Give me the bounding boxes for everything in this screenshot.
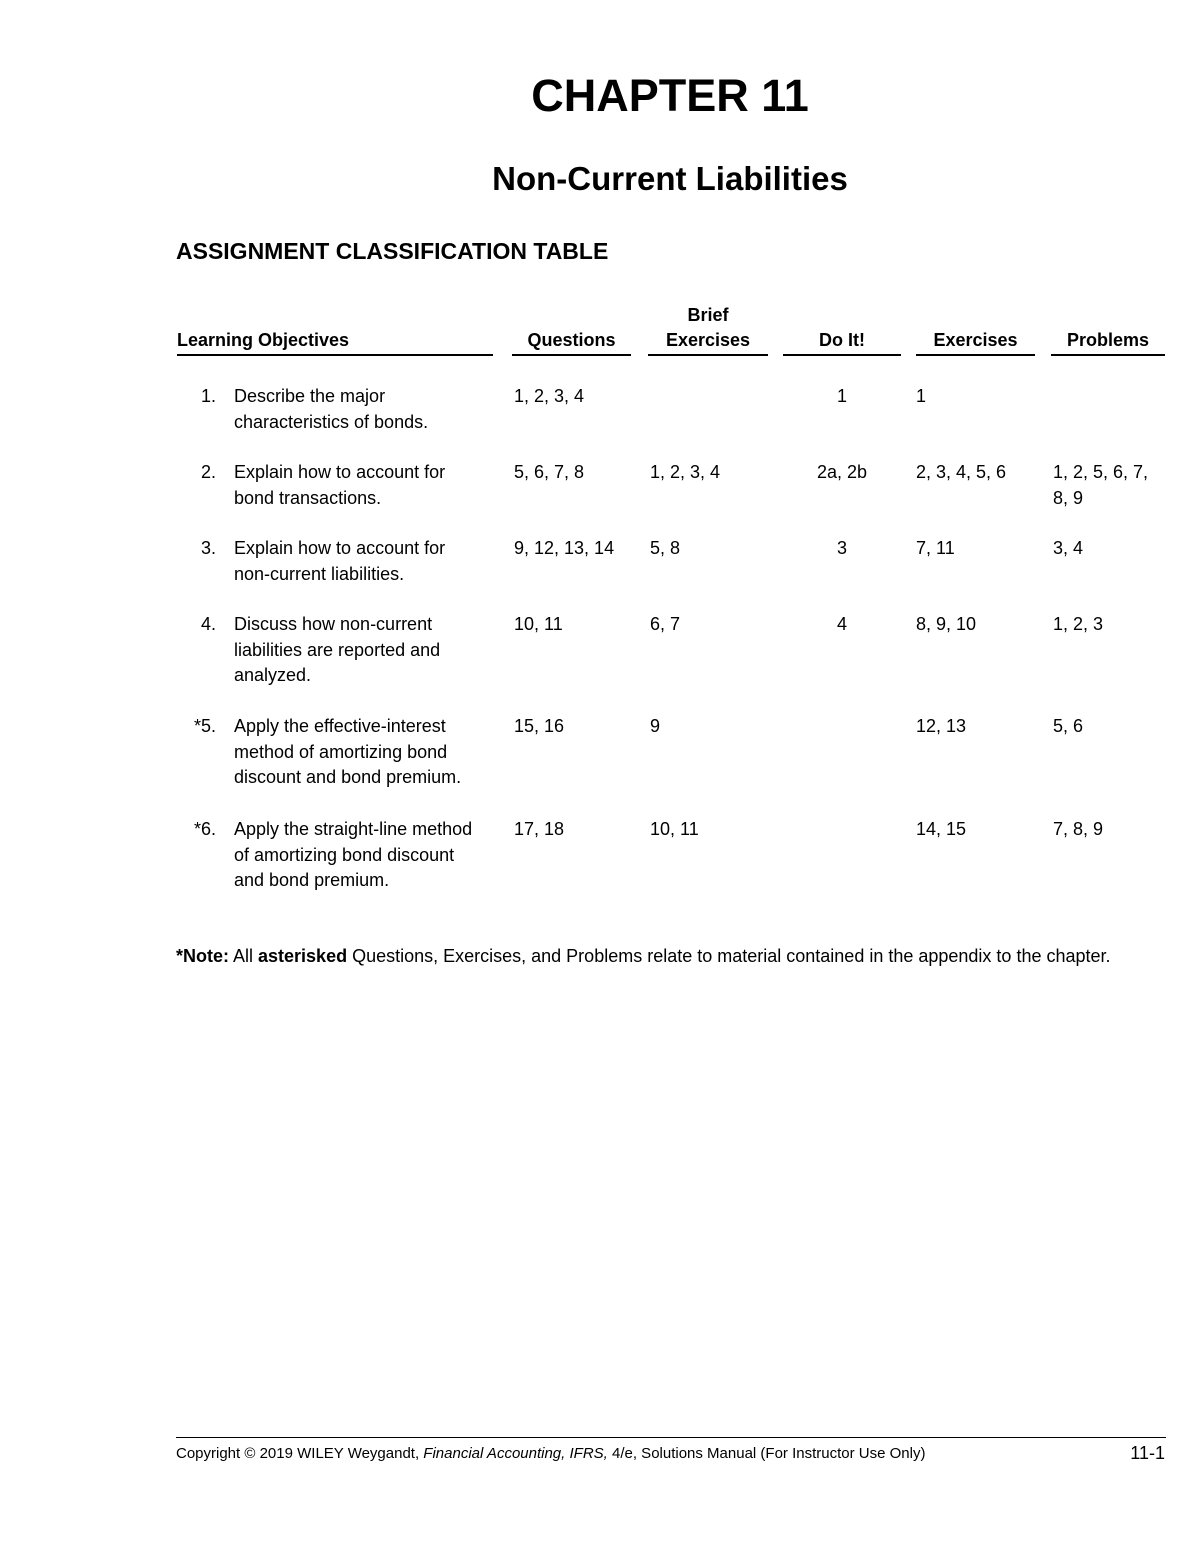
chapter-subtitle: Non-Current Liabilities	[492, 160, 848, 197]
exercises-cell: 12, 13	[916, 716, 967, 736]
brief-exercises-cell: 1, 2, 3, 4	[650, 462, 721, 482]
exercises-cell: 1	[916, 386, 927, 406]
objective-description: Apply the straight-line method of amortizing bond discount and bond premium.	[234, 819, 473, 890]
problems-cell: 3, 4	[1053, 538, 1084, 558]
header-questions: Questions	[512, 306, 631, 356]
chapter-title: CHAPTER 11	[531, 70, 809, 121]
questions-cell: 17, 18	[514, 819, 565, 839]
problems-cell: 1, 2, 3	[1053, 614, 1104, 634]
problems-cell: 5, 6	[1053, 716, 1084, 736]
do-it-cell: 1	[836, 386, 847, 406]
brief-exercises-cell: 6, 7	[650, 614, 681, 634]
brief-exercises-cell: 5, 8	[650, 538, 681, 558]
objective-description: Describe the major characteristics of bonds.	[234, 386, 429, 432]
objective-number: 3.	[200, 538, 216, 558]
exercises-cell: 7, 11	[916, 538, 955, 558]
do-it-cell: 4	[836, 614, 847, 634]
objective-description: Discuss how non-current liabilities are reported and analyzed.	[234, 614, 441, 685]
exercises-cell: 8, 9, 10	[916, 614, 977, 634]
brief-exercises-cell: 10, 11	[650, 819, 699, 839]
objective-number: *5.	[193, 716, 216, 736]
header-learning-objectives: Learning Objectives	[177, 306, 493, 356]
brief-exercises-cell: 9	[650, 716, 661, 736]
questions-cell: 10, 11	[514, 614, 563, 634]
problems-cell: 7, 8, 9	[1053, 819, 1104, 839]
exercises-cell: 2, 3, 4, 5, 6	[916, 462, 1007, 482]
objective-description: Explain how to account for bond transactions.	[234, 462, 446, 508]
header-problems: Problems	[1051, 306, 1165, 356]
note-bold-word: asterisked	[258, 946, 348, 966]
header-do-it: Do It!	[783, 306, 901, 356]
note-text-1: All	[229, 946, 259, 966]
header-brief-exercises: Brief Exercises	[648, 306, 768, 356]
footer-divider	[176, 1437, 1166, 1438]
objective-number: *6.	[193, 819, 216, 839]
appendix-note	[176, 944, 1176, 969]
exercises-cell: 14, 15	[916, 819, 967, 839]
questions-cell: 15, 16	[514, 716, 565, 736]
note-text-2: Questions, Exercises, and Problems relate to material contained in the appendix to the chapter.	[347, 946, 1111, 966]
footer-copyright: Copyright © 2019 WILEY Weygandt, Financial Accounting, IFRS, 4/e, Solutions Manual (For Instructor Use Only)	[176, 1445, 926, 1462]
do-it-cell: 3	[836, 538, 847, 558]
note-label: *Note:	[176, 946, 229, 966]
objective-number: 2.	[200, 462, 216, 482]
do-it-cell: 2a, 2b	[816, 462, 868, 482]
table-heading: ASSIGNMENT CLASSIFICATION TABLE	[176, 238, 609, 264]
problems-cell: 1, 2, 5, 6, 7, 8, 9	[1053, 462, 1149, 508]
page-number: 11-1	[1130, 1443, 1165, 1463]
questions-cell: 5, 6, 7, 8	[514, 462, 585, 482]
header-exercises: Exercises	[916, 306, 1035, 356]
objective-number: 4.	[200, 614, 216, 634]
questions-cell: 9, 12, 13, 14	[514, 538, 615, 558]
objective-description: Apply the effective-interest method of amortizing bond discount and bond premium.	[234, 716, 462, 787]
objective-description: Explain how to account for non-current liabilities.	[234, 538, 446, 584]
objective-number: 1.	[200, 386, 216, 406]
questions-cell: 1, 2, 3, 4	[514, 386, 585, 406]
